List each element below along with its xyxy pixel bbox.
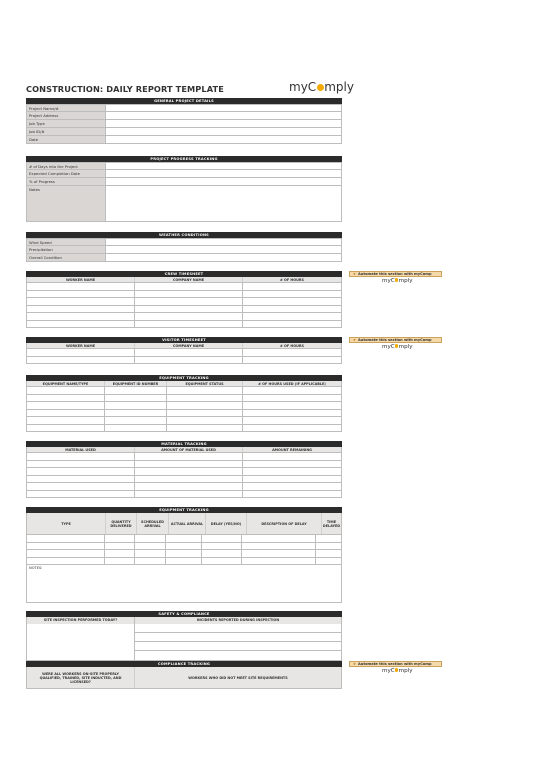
crew-timesheet — [26, 271, 342, 328]
field-input[interactable] — [105, 128, 341, 135]
inspection-input[interactable] — [27, 624, 134, 660]
table-row — [27, 543, 341, 551]
mycomply-logo: myC mply — [289, 80, 354, 94]
notes-input[interactable] — [105, 186, 341, 221]
column-header: DELAY (YES/NO) — [206, 513, 247, 534]
field-label: Precipitation — [27, 246, 105, 253]
column-header: # OF HOURS — [280, 344, 304, 348]
weather-conditions — [26, 232, 342, 262]
column-header: EQUIPMENT STATUS — [167, 381, 243, 386]
column-header: WORKERS WHO DID NOT MEET SITE REQUIREMENTS — [188, 675, 288, 680]
field-input[interactable] — [105, 105, 341, 111]
table-row — [27, 535, 341, 543]
column-header: COMPANY NAME — [135, 343, 243, 348]
column-header: TYPE — [27, 513, 106, 534]
table-row — [27, 291, 341, 299]
table-row — [27, 410, 341, 418]
column-header: QUANTITY DELIVERED — [106, 513, 137, 534]
field-input[interactable] — [105, 239, 341, 245]
column-header: TIME DELAYED — [322, 519, 341, 528]
column-header: MATERIAL USED — [27, 447, 135, 452]
field-label: Project Address — [27, 112, 105, 119]
field-label: % of Progress — [27, 178, 105, 185]
mycomply-mini-logo: myC mply — [382, 668, 413, 674]
table-row — [27, 461, 341, 469]
arrow-right-icon: ➤ — [353, 662, 357, 666]
column-header: # OF HOURS USED (IF APPLICABLE) — [258, 382, 326, 386]
table-row — [27, 349, 341, 357]
field-label: Job ID/# — [27, 128, 105, 135]
table-row — [27, 298, 341, 306]
mycomply-mini-logo: myC mply — [382, 344, 413, 350]
table-row — [27, 483, 341, 491]
section-bar: PROJECT PROGRESS TRACKING — [26, 156, 342, 162]
column-header: SCHEDULED ARRIVAL — [137, 513, 169, 534]
column-header: DESCRIPTION OF DELAY — [247, 513, 322, 534]
field-input[interactable] — [105, 112, 341, 119]
section-bar: VISITOR TIMESHEET — [26, 337, 342, 343]
field-input[interactable] — [105, 246, 341, 253]
table-row — [27, 453, 341, 461]
field-label: Date — [27, 136, 105, 143]
column-header: EQUIPMENT NAME/TYPE — [27, 381, 105, 386]
notes-input[interactable] — [26, 565, 342, 603]
field-input[interactable] — [105, 120, 341, 127]
incident-row[interactable] — [135, 633, 341, 642]
table-row — [27, 468, 341, 476]
column-header: AMOUNT REMAINING — [272, 448, 312, 452]
table-row — [27, 417, 341, 425]
automate-section-link[interactable]: ➤ Automate this section with myComp — [349, 337, 442, 343]
incident-row[interactable] — [135, 642, 341, 651]
incident-row[interactable] — [135, 651, 341, 659]
section-bar: SAFETY & COMPLIANCE — [26, 611, 342, 617]
mycomply-mini-logo: myC mply — [382, 278, 413, 284]
incident-row[interactable] — [135, 624, 341, 633]
field-input[interactable] — [105, 163, 341, 169]
table-row — [27, 425, 341, 433]
column-header: SITE INSPECTION PERFORMED TODAY? — [27, 617, 134, 624]
equipment-tracking — [26, 375, 342, 432]
section-bar: GENERAL PROJECT DETAILS — [26, 98, 342, 104]
general-project-details — [26, 98, 342, 144]
table-row — [27, 395, 341, 403]
field-input[interactable] — [105, 170, 341, 177]
section-bar: WEATHER CONDITIONS — [26, 232, 342, 238]
notes-label: NOTES: — [29, 566, 43, 570]
column-header: WORKER NAME — [27, 343, 135, 348]
section-bar: CREW TIMESHEET — [26, 271, 342, 277]
table-row — [27, 491, 341, 499]
table-row — [27, 476, 341, 484]
column-header: WORKER NAME — [27, 277, 135, 282]
table-row — [27, 387, 341, 395]
field-label: Job Type — [27, 120, 105, 127]
material-tracking — [26, 441, 342, 498]
table-row — [27, 313, 341, 321]
compliance-tracking — [26, 661, 342, 689]
field-label: Overall Condition — [27, 254, 105, 261]
table-row — [27, 402, 341, 410]
column-header: ACTUAL ARRIVAL — [169, 513, 206, 534]
column-header: WERE ALL WORKERS ON-SITE PROPERLY QUALIFIED, TRAINED, SITE INDUCTED, AND LICENSED? — [27, 667, 135, 688]
column-header: INCIDENTS REPORTED DURING INSPECTION — [135, 617, 341, 624]
table-row — [27, 558, 341, 566]
field-label: # of Days into the Project — [27, 163, 105, 169]
project-progress-tracking — [26, 156, 342, 222]
field-label: Expected Completion Date — [27, 170, 105, 177]
safety-compliance — [26, 611, 342, 661]
table-row — [27, 306, 341, 314]
field-label: Project Name/# — [27, 105, 105, 111]
field-label: Wind Speed — [27, 239, 105, 245]
page-title: CONSTRUCTION: DAILY REPORT TEMPLATE — [26, 84, 224, 94]
arrow-right-icon: ➤ — [353, 338, 357, 342]
section-bar: MATERIAL TRACKING — [26, 441, 342, 447]
visitor-timesheet — [26, 337, 342, 364]
field-input[interactable] — [105, 178, 341, 185]
automate-section-link[interactable]: ➤ Automate this section with myComp — [349, 661, 442, 667]
logo-dot-icon — [317, 84, 324, 91]
arrow-right-icon: ➤ — [353, 272, 357, 276]
field-input[interactable] — [105, 136, 341, 143]
section-bar: EQUIPMENT TRACKING — [26, 507, 342, 513]
column-header: # OF HOURS — [280, 278, 304, 282]
section-bar: COMPLIANCE TRACKING — [26, 661, 342, 667]
table-row — [27, 321, 341, 329]
table-row — [27, 550, 341, 558]
column-header: AMOUNT OF MATERIAL USED — [135, 447, 243, 452]
table-row — [27, 357, 341, 365]
column-header: EQUIPMENT ID NUMBER — [105, 381, 167, 386]
automate-section-link[interactable]: ➤ Automate this section with myComp — [349, 271, 442, 277]
column-header: COMPANY NAME — [135, 277, 243, 282]
section-bar: EQUIPMENT TRACKING — [26, 375, 342, 381]
field-label: Notes — [27, 186, 105, 221]
equipment-delivery-tracking — [26, 507, 342, 603]
table-row — [27, 283, 341, 291]
field-input[interactable] — [105, 254, 341, 261]
